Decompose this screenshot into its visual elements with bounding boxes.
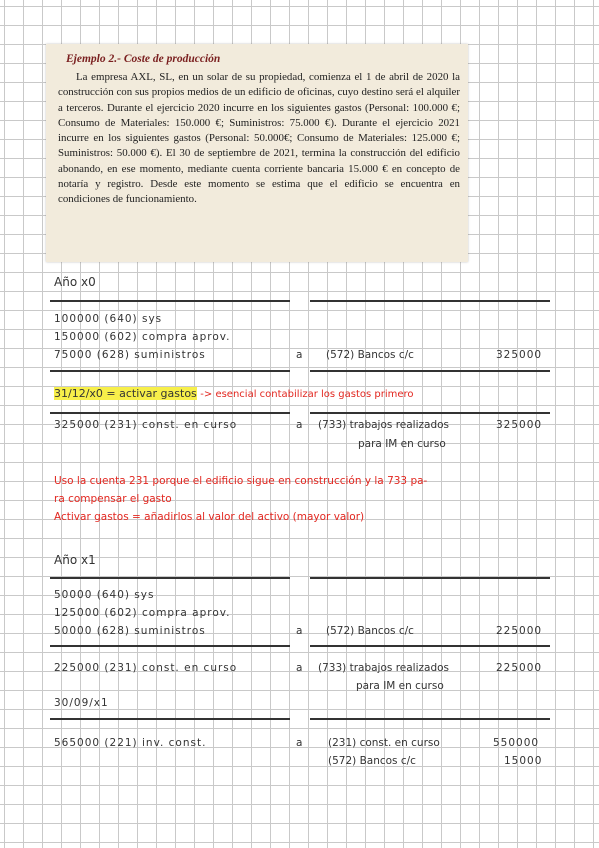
- year0-heading: Año x0: [54, 275, 96, 289]
- problem-statement-clipping: [46, 44, 468, 262]
- year0-debit-line: 75000 (628) suministros: [54, 349, 206, 361]
- credit-account: (572) Bancos c/c: [326, 349, 414, 361]
- ledger-rule: [310, 412, 550, 414]
- year1-debit-line: 50000 (640) sys: [54, 589, 155, 601]
- entry-a: a: [296, 737, 303, 749]
- year1-heading: Año x1: [54, 553, 96, 567]
- credit-account: (572) Bancos c/c: [326, 625, 414, 637]
- note-comment: -> esencial contabilizar los gastos primero: [200, 389, 414, 400]
- year0-note: [54, 387, 414, 400]
- credit-account: (572) Bancos c/c: [328, 755, 416, 767]
- activate-expenses-highlight: 31/12/x0 = activar gastos: [54, 387, 197, 400]
- problem-text: La empresa AXL, SL, en un solar de su propiedad, comienza el 1 de abril de 2020 la construcción con sus propios medios de un edificio de oficinas, cuyo destino será el alquiler a terceros. Durante el ejercicio 2020 incurre en los siguientes gastos (Personal: 100.000 €; Consumo de Materiales: 150.000 €; Suministros: 75.000 €). Durante el ejercicio 2021 incurre en los siguientes gastos (Personal: 50.000€; Consumo de Materiales: 125.000 €; Suministros: 50.000 €). El 30 de septiembre de 2021, termina la construcción del edificio abonando, en ese momento, mediante cuenta corriente bancaria 15.000 € en concepto de notaría y registro. Desde este momento se estima que el edificio se encuentra en condiciones de funcionamiento.: [58, 71, 460, 206]
- ledger-rule: [50, 412, 290, 414]
- ledger-rule: [310, 645, 550, 647]
- ledger-rule: [50, 370, 290, 372]
- credit-amount: 225000: [496, 662, 543, 674]
- credit-subtitle: para IM en curso: [358, 438, 446, 450]
- ledger-rule: [310, 718, 550, 720]
- entry-a: a: [296, 419, 303, 431]
- year1-debit-line: 125000 (602) compra aprov.: [54, 607, 231, 619]
- credit-amount: 325000: [496, 419, 543, 431]
- ledger-rule: [50, 300, 290, 302]
- ledger-rule: [310, 577, 550, 579]
- year1-debit-line: 225000 (231) const. en curso: [54, 662, 238, 674]
- ledger-rule: [310, 370, 550, 372]
- credit-account: (231) const. en curso: [328, 737, 440, 749]
- credit-amount: 15000: [504, 755, 543, 767]
- credit-subtitle: para IM en curso: [356, 680, 444, 692]
- year1-debit-line: 50000 (628) suministros: [54, 625, 206, 637]
- year0-debit-line: 325000 (231) const. en curso: [54, 419, 238, 431]
- entry-a: a: [296, 662, 303, 674]
- ledger-rule: [50, 577, 290, 579]
- year1-debit-line: 565000 (221) inv. const.: [54, 737, 207, 749]
- problem-title: Ejemplo 2.- Coste de producción: [66, 53, 221, 65]
- year0-debit-line: 150000 (602) compra aprov.: [54, 331, 231, 343]
- year0-debit-line: 100000 (640) sys: [54, 313, 163, 325]
- explanation-line: Activar gastos = añadirlos al valor del activo (mayor valor): [54, 511, 365, 523]
- credit-account: (733) trabajos realizados: [318, 662, 450, 674]
- entry-a: a: [296, 349, 303, 361]
- credit-amount: 325000: [496, 349, 543, 361]
- ledger-rule: [50, 645, 290, 647]
- ledger-rule: [310, 300, 550, 302]
- credit-amount: 225000: [496, 625, 543, 637]
- explanation-line: Uso la cuenta 231 porque el edificio sigue en construcción y la 733 pa-: [54, 475, 428, 487]
- entry-a: a: [296, 625, 303, 637]
- year1-date: 30/09/x1: [54, 697, 109, 709]
- explanation-line: ra compensar el gasto: [54, 493, 172, 505]
- credit-amount: 550000: [493, 737, 540, 749]
- credit-account: (733) trabajos realizados: [318, 419, 450, 431]
- ledger-rule: [50, 718, 290, 720]
